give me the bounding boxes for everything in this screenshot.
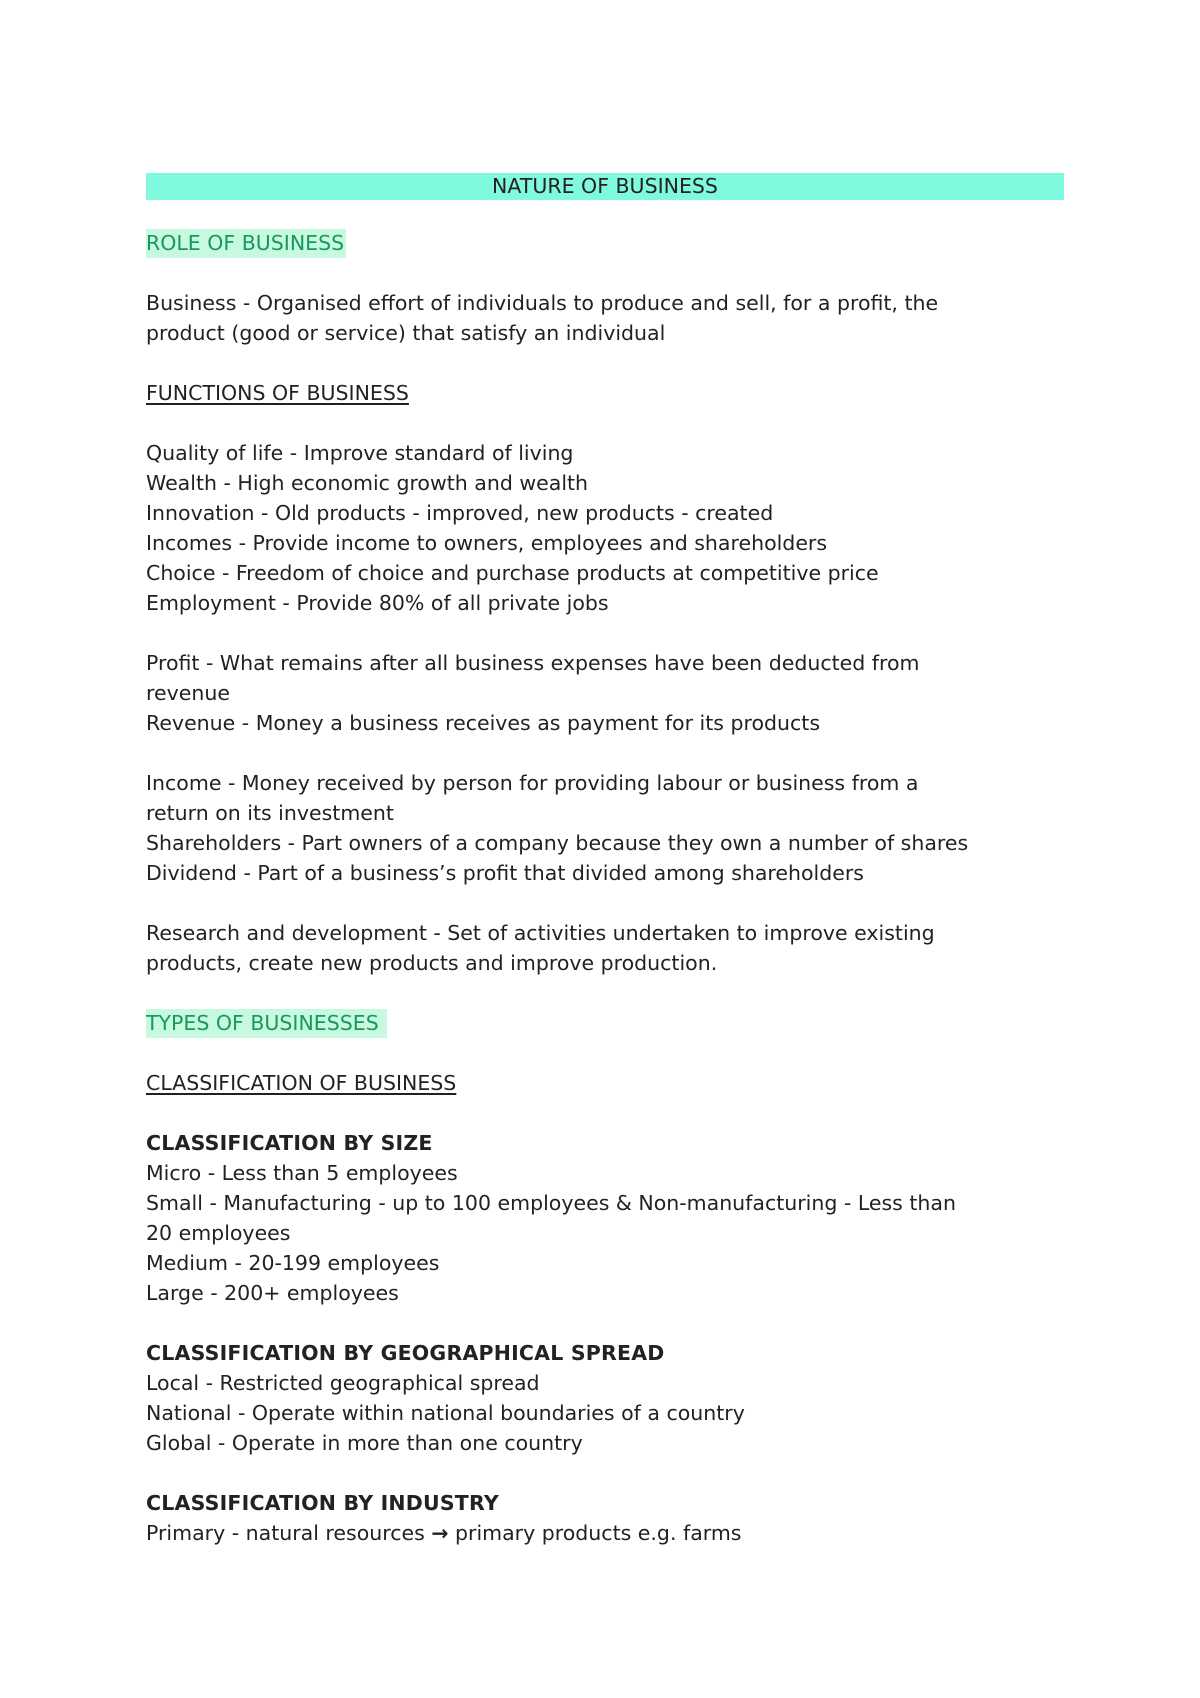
function-item: Innovation - Old products - improved, new products - created bbox=[146, 501, 774, 525]
revenue-definition: Revenue - Money a business receives as payment for its products bbox=[146, 711, 820, 735]
profit-definition-line-1: Profit - What remains after all business expenses have been deducted from bbox=[146, 651, 920, 675]
business-definition-line-1: Business - Organised effort of individuals to produce and sell, for a profit, the bbox=[146, 291, 939, 315]
geo-item: Global - Operate in more than one country bbox=[146, 1431, 583, 1455]
classification-heading: CLASSIFICATION OF BUSINESS bbox=[146, 1071, 457, 1095]
industry-heading: CLASSIFICATION BY INDUSTRY bbox=[146, 1491, 499, 1515]
size-item-medium: Medium - 20-199 employees bbox=[146, 1251, 440, 1275]
function-item: Wealth - High economic growth and wealth bbox=[146, 471, 589, 495]
geo-item: National - Operate within national boundaries of a country bbox=[146, 1401, 745, 1425]
shareholders-definition: Shareholders - Part owners of a company because they own a number of shares bbox=[146, 831, 969, 855]
industry-item-primary bbox=[146, 1518, 1064, 1548]
rd-definition-line-1: Research and development - Set of activities undertaken to improve existing bbox=[146, 921, 935, 945]
business-definition-line-2: product (good or service) that satisfy an individual bbox=[146, 321, 666, 345]
page-title: NATURE OF BUSINESS bbox=[146, 173, 1064, 200]
function-item: Employment - Provide 80% of all private jobs bbox=[146, 591, 609, 615]
size-item-large: Large - 200+ employees bbox=[146, 1281, 399, 1305]
income-definition-line-2: return on its investment bbox=[146, 801, 394, 825]
function-item: Incomes - Provide income to owners, employees and shareholders bbox=[146, 531, 828, 555]
function-item: Quality of life - Improve standard of living bbox=[146, 441, 574, 465]
primary-text-before: Primary - natural resources bbox=[146, 1521, 432, 1545]
size-item-small-line-1: Small - Manufacturing - up to 100 employees & Non-manufacturing - Less than bbox=[146, 1191, 956, 1215]
size-item-micro: Micro - Less than 5 employees bbox=[146, 1161, 458, 1185]
geo-heading: CLASSIFICATION BY GEOGRAPHICAL SPREAD bbox=[146, 1341, 665, 1365]
function-item: Choice - Freedom of choice and purchase products at competitive price bbox=[146, 561, 879, 585]
size-item-small-line-2: 20 employees bbox=[146, 1221, 291, 1245]
size-heading: CLASSIFICATION BY SIZE bbox=[146, 1131, 433, 1155]
functions-heading: FUNCTIONS OF BUSINESS bbox=[146, 381, 409, 405]
document-body bbox=[146, 173, 1064, 1548]
dividend-definition: Dividend - Part of a business’s profit that divided among shareholders bbox=[146, 861, 864, 885]
rd-definition-line-2: products, create new products and improve production. bbox=[146, 951, 718, 975]
section-heading-types: TYPES OF BUSINESSES bbox=[146, 1009, 387, 1038]
section-heading-role: ROLE OF BUSINESS bbox=[146, 229, 346, 258]
income-definition-line-1: Income - Money received by person for providing labour or business from a bbox=[146, 771, 919, 795]
primary-text-after: primary products e.g. farms bbox=[448, 1521, 742, 1545]
arrow-right-icon: → bbox=[431, 1521, 449, 1545]
geo-item: Local - Restricted geographical spread bbox=[146, 1371, 540, 1395]
profit-definition-line-2: revenue bbox=[146, 681, 230, 705]
